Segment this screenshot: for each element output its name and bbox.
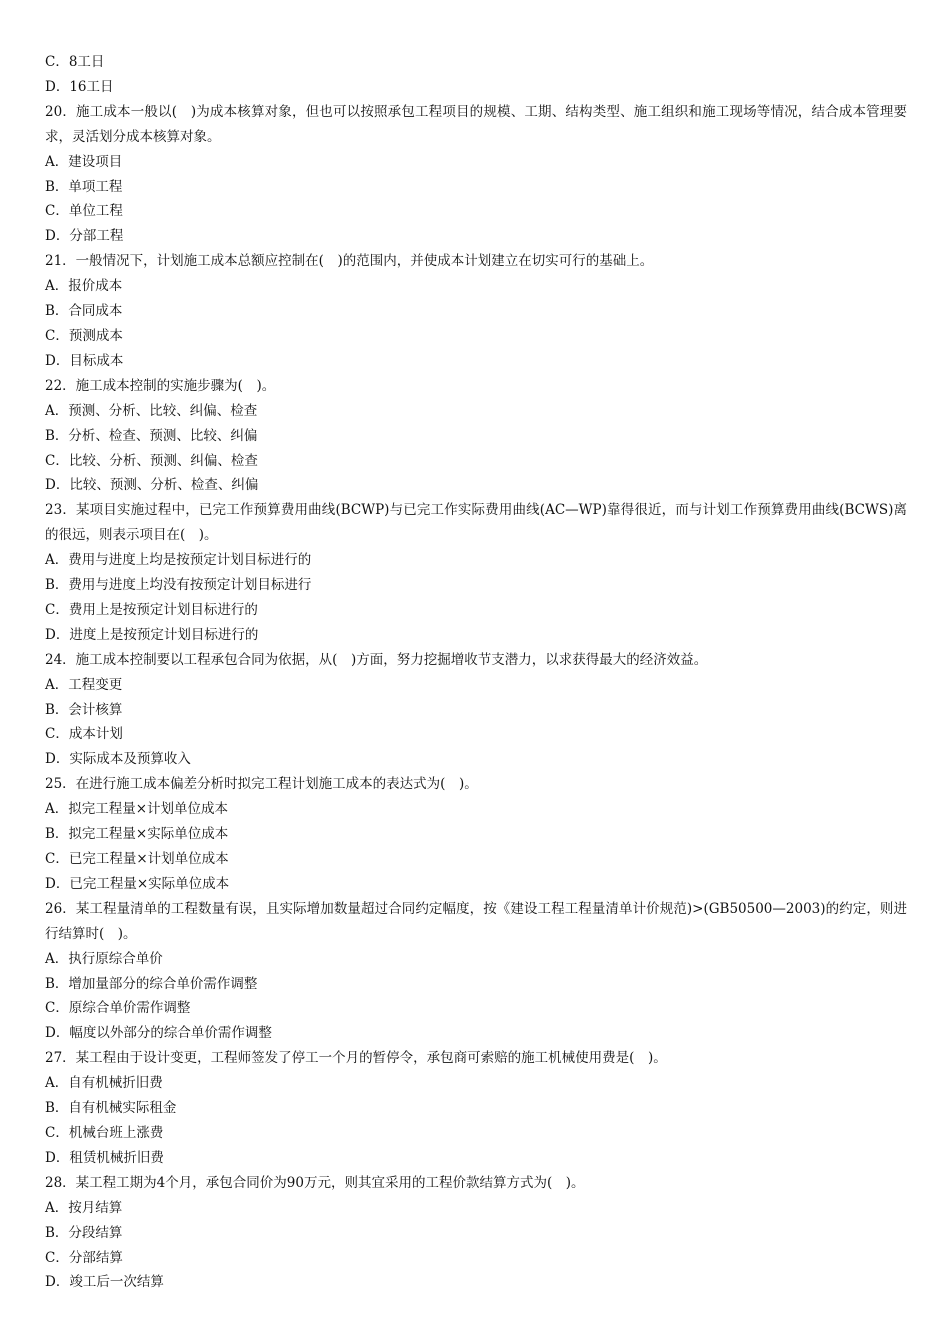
question-26-stem: 26．某工程量清单的工程数量有误，且实际增加数量超过合同约定幅度，按《建设工程工程量清单计价规范)>(GB50500—2003)的约定，则进行结算时( )。 [45, 900, 907, 942]
question-28-option-d: D．竣工后一次结算 [45, 1274, 164, 1291]
question-24-stem: 24．施工成本控制要以工程承包合同为依据，从( )方面，努力挖掘增收节支潜力，以求获得最大的经济效益。 [45, 651, 708, 668]
question-28-stem: 28．某工程工期为4个月，承包合同价为90万元，则其宜采用的工程价款结算方式为( )。 [45, 1174, 585, 1191]
question-23-stem: 23．某项目实施过程中，已完工作预算费用曲线(BCWP)与已完工作实际费用曲线(AC—WP)靠得很近，而与计划工作预算费用曲线(BCWS)离的很远，则表示项目在( )。 [45, 502, 907, 544]
question-22-option-c: C．比较、分析、预测、纠偏、检查 [45, 452, 258, 469]
question-25-option-d: D．已完工程量×实际单位成本 [45, 875, 230, 892]
question-27-option-a: A．自有机械折旧费 [45, 1075, 163, 1092]
question-27-option-b: B．自有机械实际租金 [45, 1100, 177, 1117]
question-21-option-a: A．报价成本 [45, 278, 123, 295]
question-22-stem: 22．施工成本控制的实施步骤为( )。 [45, 377, 276, 394]
question-25-option-c: C．已完工程量×计划单位成本 [45, 851, 229, 867]
question-26-option-d: D．幅度以外部分的综合单价需作调整 [45, 1025, 272, 1042]
question-20-stem: 20．施工成本一般以( )为成本核算对象，但也可以按照承包工程项目的规模、工期、结构类型、施工组织和施工现场等情况，结合成本管理要求，灵活划分成本核算对象。 [45, 103, 907, 145]
question-20-option-b: B．单项工程 [45, 178, 123, 195]
question-24-option-d: D．实际成本及预算收入 [45, 751, 191, 768]
question-21-stem: 21．一般情况下，计划施工成本总额应控制在( )的范围内，并使成本计划建立在切实可行的基础上。 [45, 253, 654, 270]
option-line: D．16工日 [45, 78, 114, 95]
question-23-option-a: A．费用与进度上均是按预定计划目标进行的 [45, 552, 312, 569]
question-28-option-c: C．分部结算 [45, 1249, 123, 1266]
question-26-option-a: A．执行原综合单价 [45, 950, 163, 967]
question-25-option-a: A．拟完工程量×计划单位成本 [45, 801, 229, 818]
question-22-option-b: B．分析、检查、预测、比较、纠偏 [45, 427, 258, 444]
question-25-option-b: B．拟完工程量×实际单位成本 [45, 826, 229, 843]
question-27-option-d: D．租赁机械折旧费 [45, 1149, 164, 1166]
question-20-option-d: D．分部工程 [45, 228, 124, 245]
question-28-option-a: A．按月结算 [45, 1199, 123, 1216]
question-22-option-a: A．预测、分析、比较、纠偏、检查 [45, 402, 258, 419]
question-23-option-d: D．进度上是按预定计划目标进行的 [45, 626, 259, 643]
question-23-option-c: C．费用上是按预定计划目标进行的 [45, 601, 258, 618]
question-22-option-d: D．比较、预测、分析、检查、纠偏 [45, 477, 259, 494]
question-24-option-b: B．会计核算 [45, 701, 123, 718]
question-23-option-b: B．费用与进度上均没有按预定计划目标进行 [45, 577, 312, 594]
question-21-option-d: D．目标成本 [45, 352, 124, 369]
question-20-option-c: C．单位工程 [45, 203, 123, 220]
question-26-option-c: C．原综合单价需作调整 [45, 1000, 191, 1017]
question-24-option-a: A．工程变更 [45, 676, 123, 693]
question-28-option-b: B．分段结算 [45, 1224, 123, 1241]
question-20-option-a: A．建设项目 [45, 153, 123, 170]
question-27-stem: 27．某工程由于设计变更，工程师签发了停工一个月的暂停令，承包商可索赔的施工机械使用费是( )。 [45, 1050, 667, 1067]
question-24-option-c: C．成本计划 [45, 726, 123, 743]
question-21-option-b: B．合同成本 [45, 303, 123, 320]
question-27-option-c: C．机械台班上涨费 [45, 1124, 164, 1141]
question-25-stem: 25．在进行施工成本偏差分析时拟完工程计划施工成本的表达式为( )。 [45, 776, 478, 793]
question-26-option-b: B．增加量部分的综合单价需作调整 [45, 975, 258, 992]
question-21-option-c: C．预测成本 [45, 327, 123, 344]
option-line: C．8工日 [45, 54, 105, 70]
question-list [45, 50, 907, 1295]
